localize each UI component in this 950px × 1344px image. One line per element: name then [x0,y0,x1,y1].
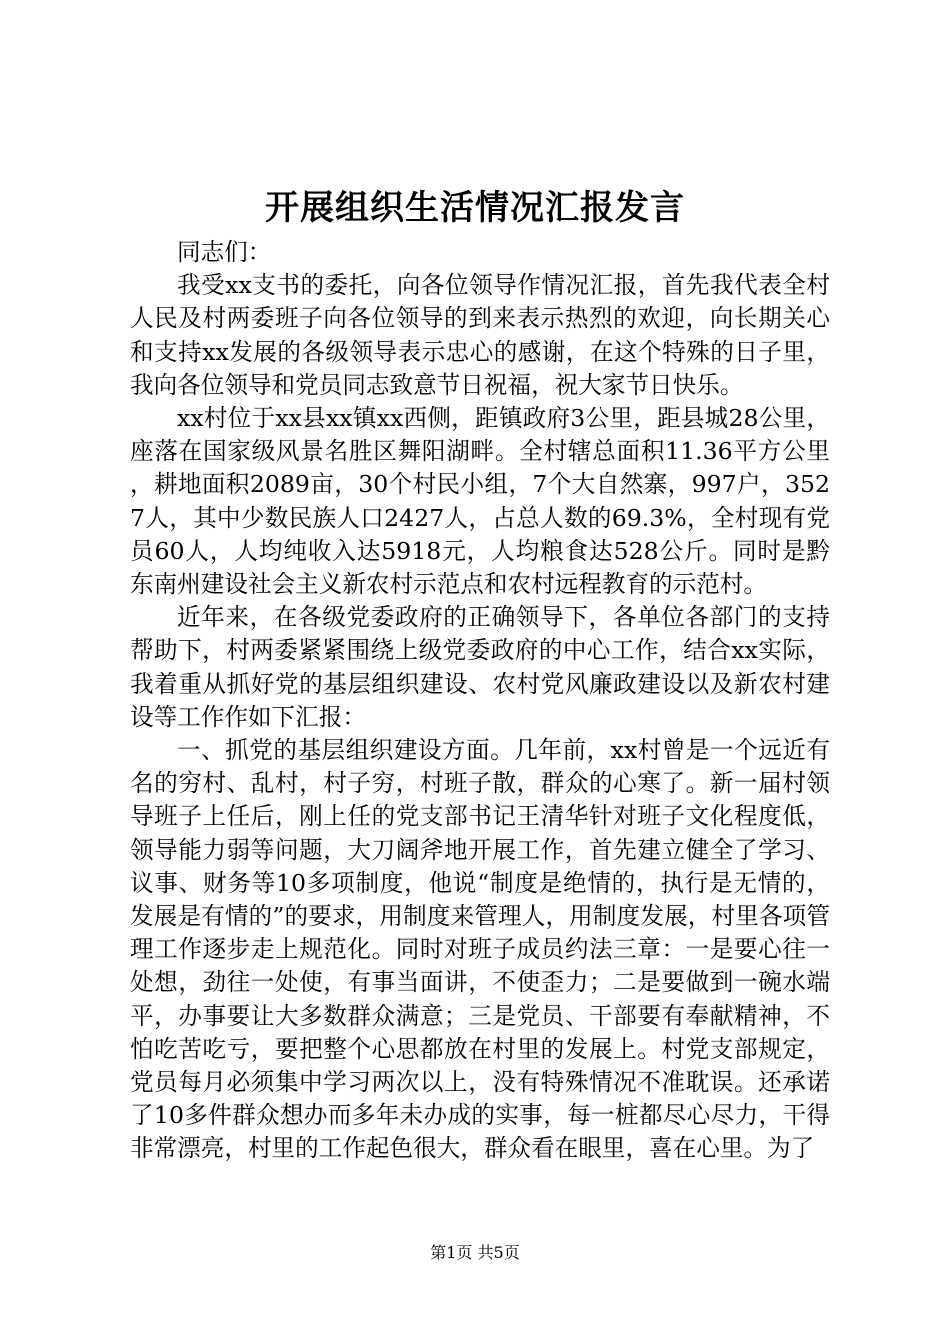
document-title: 开展组织生活情况汇报发言 [265,188,685,228]
paragraph-recent-years: 近年来，在各级党委政府的正确领导下，各单位各部门的支持帮助下，村两委紧紧围绕上级党委政府的中心工作，结合xx实际，我着重从抓好党的基层组织建设、农村党风廉政建设以及新农村建设等工作作如下汇报： [130,603,830,731]
page-footer: 第1页 共5页 [430,1243,520,1262]
paragraph-party-organization: 一、抓党的基层组织建设方面。几年前，xx村曾是一个远近有名的穷村、乱村，村子穷，村班子散，群众的心寒了。新一届村领导班子上任后，刚上任的党支部书记王清华针对班子文化程度低，领导能力弱等问题，大刀阔斧地开展工作，首先建立健全了学习、议事、财务等10多项制度，他说“制度是绝情的，执行是无情的，发展是有情的”的要求，用制度来管理人，用制度发展，村里各项管理工作逐步走上规范化。同时对班子成员约法三章：一是要心往一处想，劲往一处使，有事当面讲，不使歪力；二是要做到一碗水端平，办事要让大多数群众满意；三是党员、干部要有奉献精神，不怕吃苦吃亏，要把整个心思都放在村里的发展上。村党支部规定，党员每月必须集中学习两次以上，没有特殊情况不准耽误。还承诺了10多件群众想办而多年未办成的实事，每一桩都尽心尽力，干得非常漂亮，村里的工作起色很大，群众看在眼里，喜在心里。为了 [130,736,830,1163]
paragraph-village-profile: xx村位于xx县xx镇xx西侧，距镇政府3公里，距县城28公里，座落在国家级风景名胜区舞阳湖畔。全村辖总面积11.36平方公里，耕地面积2089亩，30个村民小组，7个大自然寨，997户，3527人，其中少数民族人口2427人，占总人数的69.3%，全村现有党员60人，人均纯收入达5918元，人均粮食达528公斤。同时是黔东南州建设社会主义新农村示范点和农村远程教育的示范村。 [130,404,830,599]
paragraph-intro: 我受xx支书的委托，向各位领导作情况汇报，首先我代表全村人民及村两委班子向各位领导的到来表示热烈的欢迎，向长期关心和支持xx发展的各级领导表示忠心的感谢，在这个特殊的日子里，我向各位领导和党员同志致意节日祝福，祝大家节日快乐。 [130,271,830,399]
paragraph-salutation: 同志们： [177,238,272,266]
document-body [130,236,830,1166]
